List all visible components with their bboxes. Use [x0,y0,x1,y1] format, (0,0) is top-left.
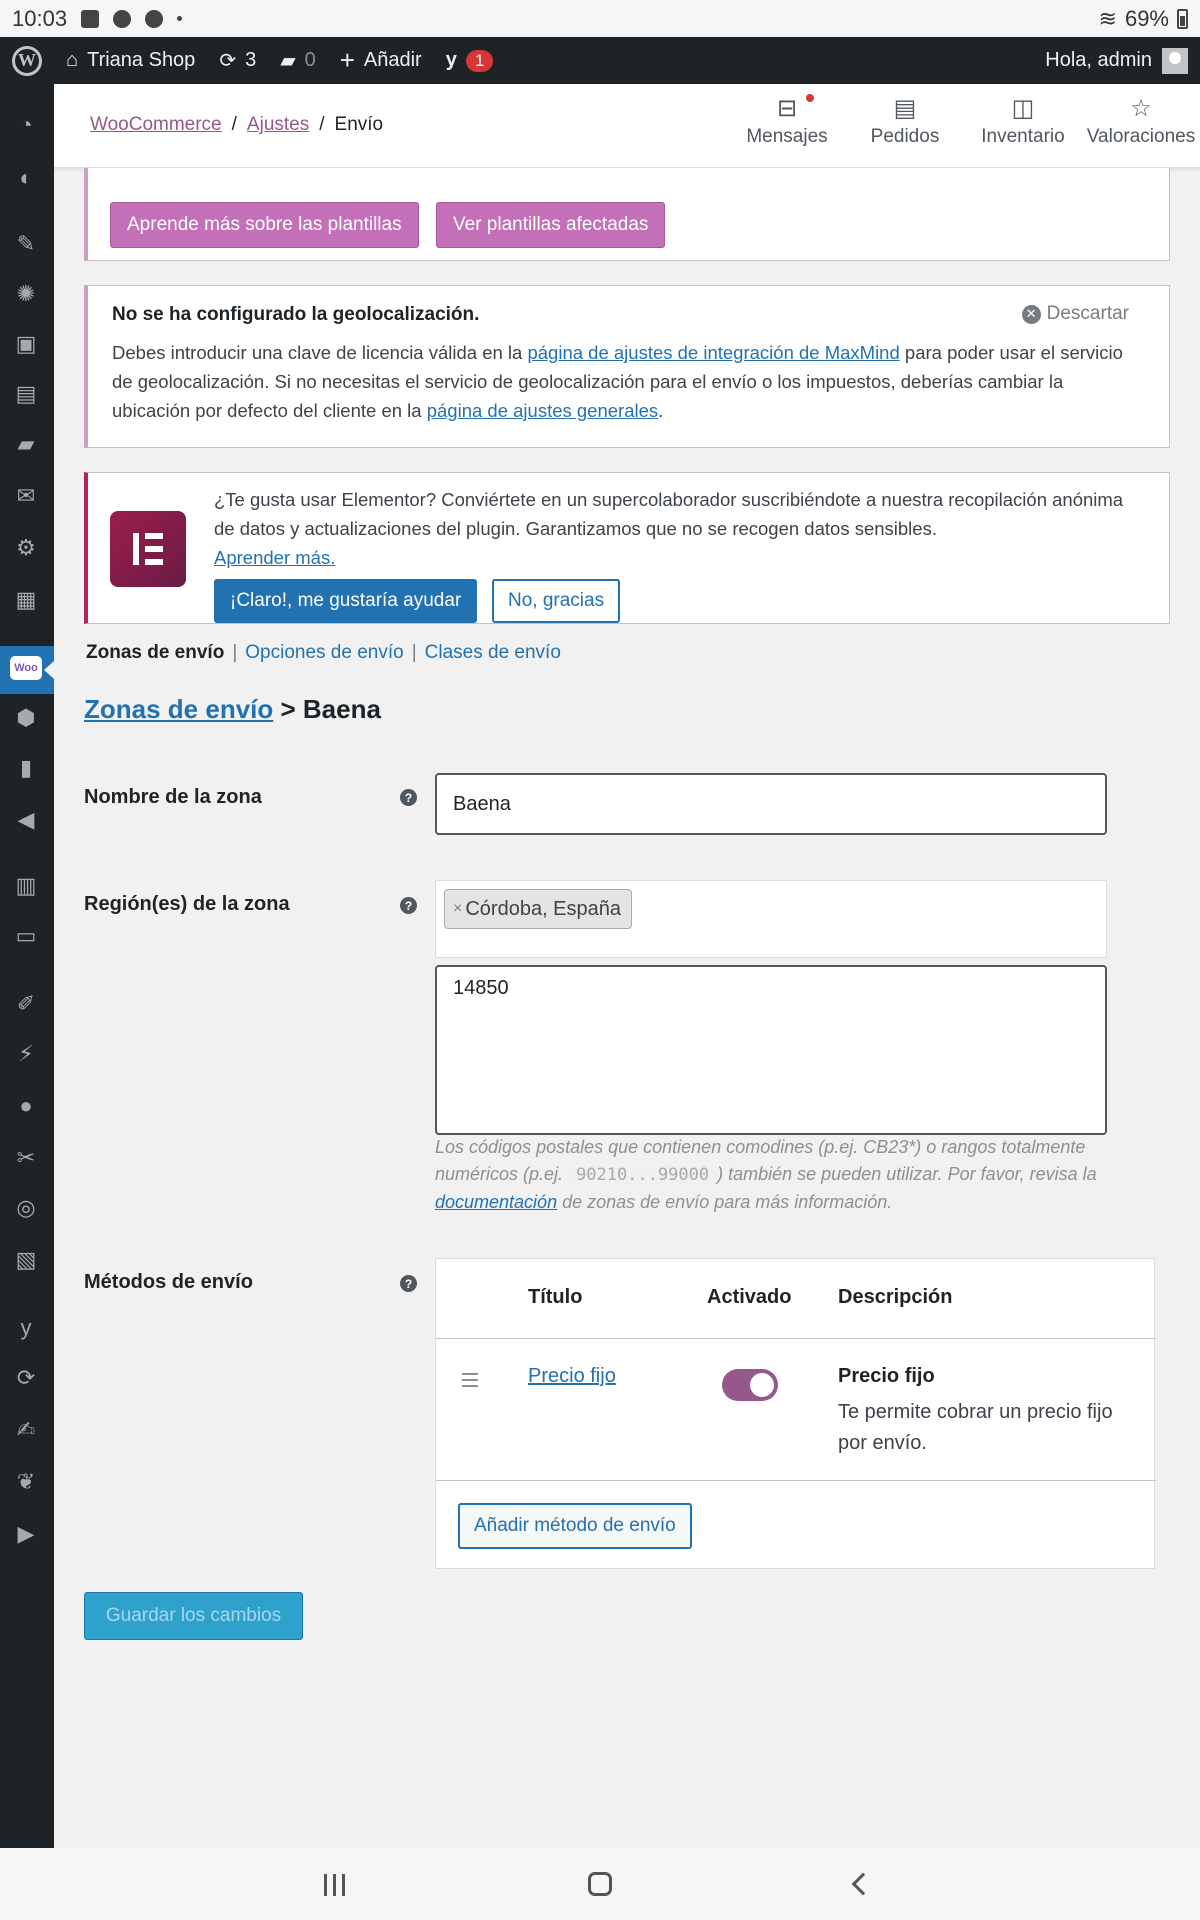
tab-messages-label: Mensajes [746,126,828,147]
activity-panel-tabs [728,94,1200,148]
back-icon[interactable] [852,1873,875,1896]
templates-folder-icon[interactable]: ▭ [15,923,37,948]
appearance-brush-icon[interactable]: ✐ [16,991,36,1016]
users-icon[interactable]: ● [19,1093,33,1118]
subtab-shipping-classes[interactable]: Clases de envío [424,642,561,663]
breadcrumb-woocommerce[interactable]: WooCommerce [90,114,222,135]
breadcrumb-separator: / [319,114,325,135]
gallery-icon[interactable]: ▦ [15,587,37,612]
orders-icon: ▤ [893,94,917,122]
elementor-notice-text: ¿Te gusta usar Elementor? Conviértete en un supercolaborador suscribiéndote a nuestra recopilación anónima de datos y actualizaciones del plugin. Garantizamos que no se recogen datos sensibles. Aprender más. [214,489,1124,568]
inventory-icon: ◫ [1011,94,1035,122]
add-shipping-method-button[interactable]: Añadir método de envío [458,1503,692,1549]
analytics-bar-icon[interactable]: ▮ [19,755,33,780]
shipping-methods-label: Métodos de envío [84,1271,253,1293]
elementor-logo-icon [110,511,186,587]
updates-count: 3 [245,49,257,71]
new-content-menu[interactable] [328,37,434,84]
templates-notice [84,168,1170,261]
tab-reviews-label: Valoraciones [1086,126,1196,147]
tab-messages[interactable] [728,94,846,148]
breadcrumb-current: Envío [334,114,384,135]
column-description: Descripción [838,1286,953,1308]
close-icon: ✕ [1022,305,1041,324]
jetpack-icon[interactable]: ◐ [19,165,33,190]
site-name: Triana Shop [87,49,196,71]
remove-chip-icon[interactable]: × [453,900,463,917]
posts-pin-icon[interactable]: ✎ [16,231,36,256]
updates-link[interactable] [207,37,268,84]
recent-apps-icon[interactable] [324,1874,345,1896]
pinterest-icon [145,10,163,28]
battery-level: 69% [1124,5,1169,31]
view-affected-templates-button[interactable]: Ver plantillas afectadas [436,202,665,248]
postcodes-hint: Los códigos postales que contienen comodines (p.ej. CB23*) o rangos totalmente numéricos (p.ej. 90210...99000 ) también se pueden utilizar. Por favor, revisa la documentación de zonas de envío para más información. [435,1137,1097,1212]
sync-icon[interactable]: ⟳ [16,1365,36,1390]
shipping-methods-table [435,1258,1155,1569]
zone-name-heading: Baena [302,694,381,724]
subtab-shipping-zones[interactable]: Zonas de envío [86,642,225,663]
seo-notification-badge: 1 [466,50,493,72]
yoast-seo-icon[interactable]: y [20,1315,32,1340]
marketing-megaphone-icon[interactable]: ◀ [17,807,35,832]
subtab-separator: | [411,642,417,663]
refresh-icon: ⟳ [219,50,237,72]
add-new-label: Añadir [363,49,422,71]
wordpress-icon: W [12,46,42,76]
zone-name-field[interactable]: Baena [435,773,1107,835]
tab-inventory[interactable] [964,94,1082,148]
dashboard-icon[interactable]: ◔ [19,112,33,137]
subtab-separator: | [232,642,238,663]
general-settings-link[interactable]: página de ajustes generales [426,400,659,421]
breadcrumb-separator: / [231,114,237,135]
postcode-range-example: 90210...99000 [568,1165,717,1185]
method-description: Te permite cobrar un precio fijo por envío. [838,1401,1113,1454]
toggle-knob [750,1373,774,1397]
leaf-icon[interactable]: ❦ [16,1469,36,1494]
method-enabled-toggle[interactable] [722,1369,778,1401]
method-description-title: Precio fijo [838,1365,935,1387]
collapse-menu-icon[interactable]: ▶ [17,1521,35,1546]
postcodes-textarea[interactable]: 14850 [435,965,1107,1135]
wifi-icon: ≋ [1098,5,1117,31]
comment-icon: ▰ [280,50,296,72]
zone-name-label: Nombre de la zona [84,786,262,808]
wp-admin-bar [0,37,1200,84]
help-icon[interactable]: ? [400,897,417,914]
method-title-link[interactable]: Precio fijo [528,1365,616,1387]
elementor-icon[interactable]: ▥ [15,873,37,898]
table-row [436,1339,1156,1481]
save-changes-button[interactable]: Guardar los cambios [84,1592,303,1640]
tools-wrench-icon[interactable]: ✂ [16,1145,36,1170]
shipping-subtabs [86,642,561,664]
pages-icon[interactable]: ▤ [15,381,37,406]
breadcrumb [90,114,383,136]
elementor-learn-more-link[interactable]: Aprender más. [214,547,336,568]
breadcrumb-settings[interactable]: Ajustes [246,114,310,135]
elementor-accept-button[interactable]: ¡Claro!, me gustaría ayudar [214,579,477,623]
help-icon[interactable]: ? [400,1275,417,1292]
tab-inventory-label: Inventario [981,126,1065,147]
device-status-bar [0,0,1200,37]
notice-text: Debes introducir una clave de licencia válida en la página de ajustes de integración de MaxMind para poder usar el servicio de geolocalización. Si no necesitas el servicio de geolocalización para el envío o los impuestos, deberías cambiar la ubicación por defecto del cliente en la página de ajustes generales. [112,342,1123,421]
column-enabled: Activado [707,1286,792,1308]
unread-dot [806,94,814,102]
community-icon[interactable]: ✺ [16,281,36,306]
edit-note-icon[interactable]: ✍ [16,1417,36,1442]
my-account-menu[interactable] [1045,48,1200,74]
home-button-icon[interactable] [588,1872,612,1896]
dismiss-button[interactable] [1022,303,1129,325]
plugins-icon[interactable]: ⚡ [18,1041,34,1066]
settings-gear-icon[interactable]: ⚙ [16,535,36,560]
woocommerce-header [54,84,1200,168]
comments-icon[interactable]: ▰ [17,431,35,456]
battery-icon [1177,9,1188,29]
home-icon: ⌂ [66,49,79,71]
help-icon[interactable]: ? [400,789,417,806]
shipping-zones-link[interactable]: Zonas de envío [84,694,274,724]
mail-icon[interactable]: ✉ [16,483,36,508]
dismiss-label: Descartar [1046,303,1129,324]
avatar [1162,48,1188,74]
maxmind-settings-link[interactable]: página de ajustes de integración de MaxMind [527,342,900,363]
drag-handle-icon[interactable] [462,1373,478,1391]
clock: 10:03 [12,5,68,31]
active-menu-arrow [44,661,54,679]
comments-link[interactable] [268,37,328,84]
comments-count: 0 [304,49,316,71]
yoast-seo-menu[interactable] [434,37,506,84]
geolocation-notice [84,285,1170,448]
tab-orders[interactable] [846,94,964,148]
cloud-icon [113,10,131,28]
greeting: Hola, admin [1045,49,1152,71]
more-notifications-icon [177,16,182,21]
inbox-icon: ⊟ [776,94,798,122]
import-icon[interactable]: ▧ [15,1247,37,1272]
region-chip: × Córdoba, España [444,889,632,929]
documentation-link[interactable]: documentación [435,1192,558,1212]
tab-reviews[interactable] [1082,94,1200,148]
zone-regions-select[interactable] [435,880,1107,958]
table-header [436,1259,1156,1339]
device-navigation-bar [0,1848,1200,1920]
media-icon[interactable]: ▣ [15,331,37,356]
products-box-icon[interactable]: ⬢ [16,705,36,730]
page-title: Zonas de envío > Baena [84,694,381,724]
subtab-shipping-options[interactable]: Opciones de envío [245,642,404,663]
yoast-icon: y [445,49,457,71]
column-title: Título [528,1286,583,1308]
elementor-tracking-notice [84,472,1170,624]
zone-regions-label: Región(es) de la zona [84,893,290,915]
star-icon: ☆ [1130,94,1152,122]
admin-sidebar [0,84,54,1848]
circle-arrows-icon[interactable]: ◎ [16,1195,36,1220]
facebook-icon [81,10,99,28]
wp-logo-menu[interactable] [0,37,54,84]
plus-icon: + [339,45,355,75]
elementor-decline-button[interactable]: No, gracias [492,579,620,623]
learn-templates-button[interactable]: Aprende más sobre las plantillas [110,202,419,248]
site-name-link[interactable] [54,37,207,84]
woocommerce-icon: Woo [10,656,42,680]
tab-orders-label: Pedidos [870,126,940,147]
notice-title: No se ha configurado la geolocalización. [112,304,480,325]
